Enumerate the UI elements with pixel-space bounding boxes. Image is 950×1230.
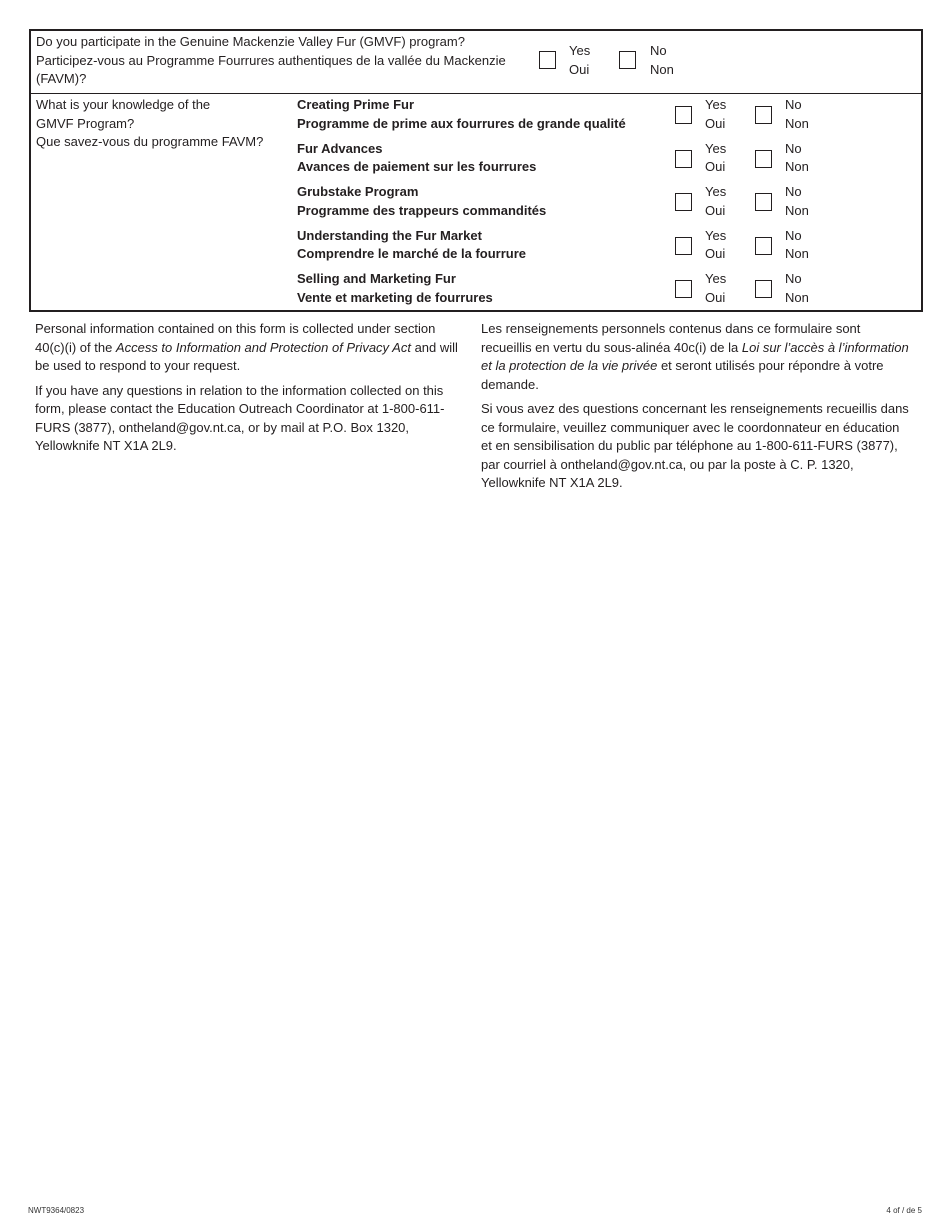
yes-label: Yes Oui: [705, 227, 727, 262]
program-name: Creating Prime Fur Programme de prime aux fourrures de grande qualité: [297, 97, 626, 131]
form-id: NWT9364/0823: [28, 1206, 85, 1215]
question-fr: Participez-vous au Programme Fourrures authentiques de la vallée du Mackenzie (FAVM)?: [36, 52, 506, 86]
privacy-notice-en: Personal information contained on this form is collected under section 40(c)(i) of the Access to Information and Protection of Privacy Act and will be used to respond to your request. If you have any questions in relation to the information collected on this form, please contact the Education Outreach Coordinator at 1-800-611-FURS (3877), ontheland@gov.nt.ca, or by mail at P.O. Box 1320, Yellowknife NT X1A 2L9.: [35, 321, 458, 453]
privacy-notice-fr: Les renseignements personnels contenus dans ce formulaire sont recueillis en vertu du sous-alinéa 40c(i) de la Loi sur l’accès à l’information et la protection de la vie privée et seront utilisés pour répondre à votre demande. Si vous avez des questions concernant les renseignements recueillis dans ce formulaire, veuillez communiquer avec le coordonnateur en éducation et en sensibilisation du public par téléphone au 1-800-611-FURS (3877), par courriel à ontheland@gov.nt.ca, ou par la poste à C. P. 1320, Yellowknife NT X1A 2L9.: [481, 321, 909, 490]
question-fr: Que savez-vous du programme FAVM?: [36, 134, 264, 149]
program-yes-checkbox[interactable]: [675, 150, 692, 168]
program-name: Understanding the Fur Market Comprendre le marché de la fourrure: [297, 227, 527, 262]
program-name: Selling and Marketing Fur Vente et marketing de fourrures: [297, 271, 493, 305]
no-label: No Non: [650, 43, 674, 77]
gmvf-table: [29, 29, 923, 312]
yes-label: Yes Oui: [705, 271, 727, 305]
program-no-checkbox[interactable]: [755, 150, 772, 168]
yes-label: Yes Oui: [569, 43, 591, 77]
program-name: Fur Advances Avances de paiement sur les fourrures: [297, 140, 537, 175]
knowledge-question: [36, 96, 286, 152]
yes-label: Yes Oui: [705, 184, 727, 218]
no-label: No Non: [785, 140, 809, 175]
program-no-checkbox[interactable]: [755, 193, 772, 211]
participation-no-checkbox[interactable]: [619, 51, 636, 69]
program-yes-checkbox[interactable]: [675, 237, 692, 255]
program-no-checkbox[interactable]: [755, 106, 772, 124]
question-en: What is your knowledge of the GMVF Program?: [36, 97, 211, 131]
question-en: Do you participate in the Genuine Mackenzie Valley Fur (GMVF) program?: [36, 34, 465, 49]
yes-label: Yes Oui: [705, 140, 727, 175]
program-no-checkbox[interactable]: [755, 237, 772, 255]
no-label: No Non: [785, 97, 809, 131]
participation-question: [36, 33, 526, 89]
program-yes-checkbox[interactable]: [675, 106, 692, 124]
participation-yes-checkbox[interactable]: [539, 51, 556, 69]
no-label: No Non: [785, 227, 809, 262]
yes-label: Yes Oui: [705, 97, 727, 131]
program-name: Grubstake Program Programme des trappeurs commandités: [297, 184, 547, 218]
program-yes-checkbox[interactable]: [675, 280, 692, 298]
no-label: No Non: [785, 184, 809, 218]
page-number: 4 of / de 5: [886, 1206, 922, 1215]
program-yes-checkbox[interactable]: [675, 193, 692, 211]
participation-row: [31, 31, 921, 94]
no-label: No Non: [785, 271, 809, 305]
program-no-checkbox[interactable]: [755, 280, 772, 298]
